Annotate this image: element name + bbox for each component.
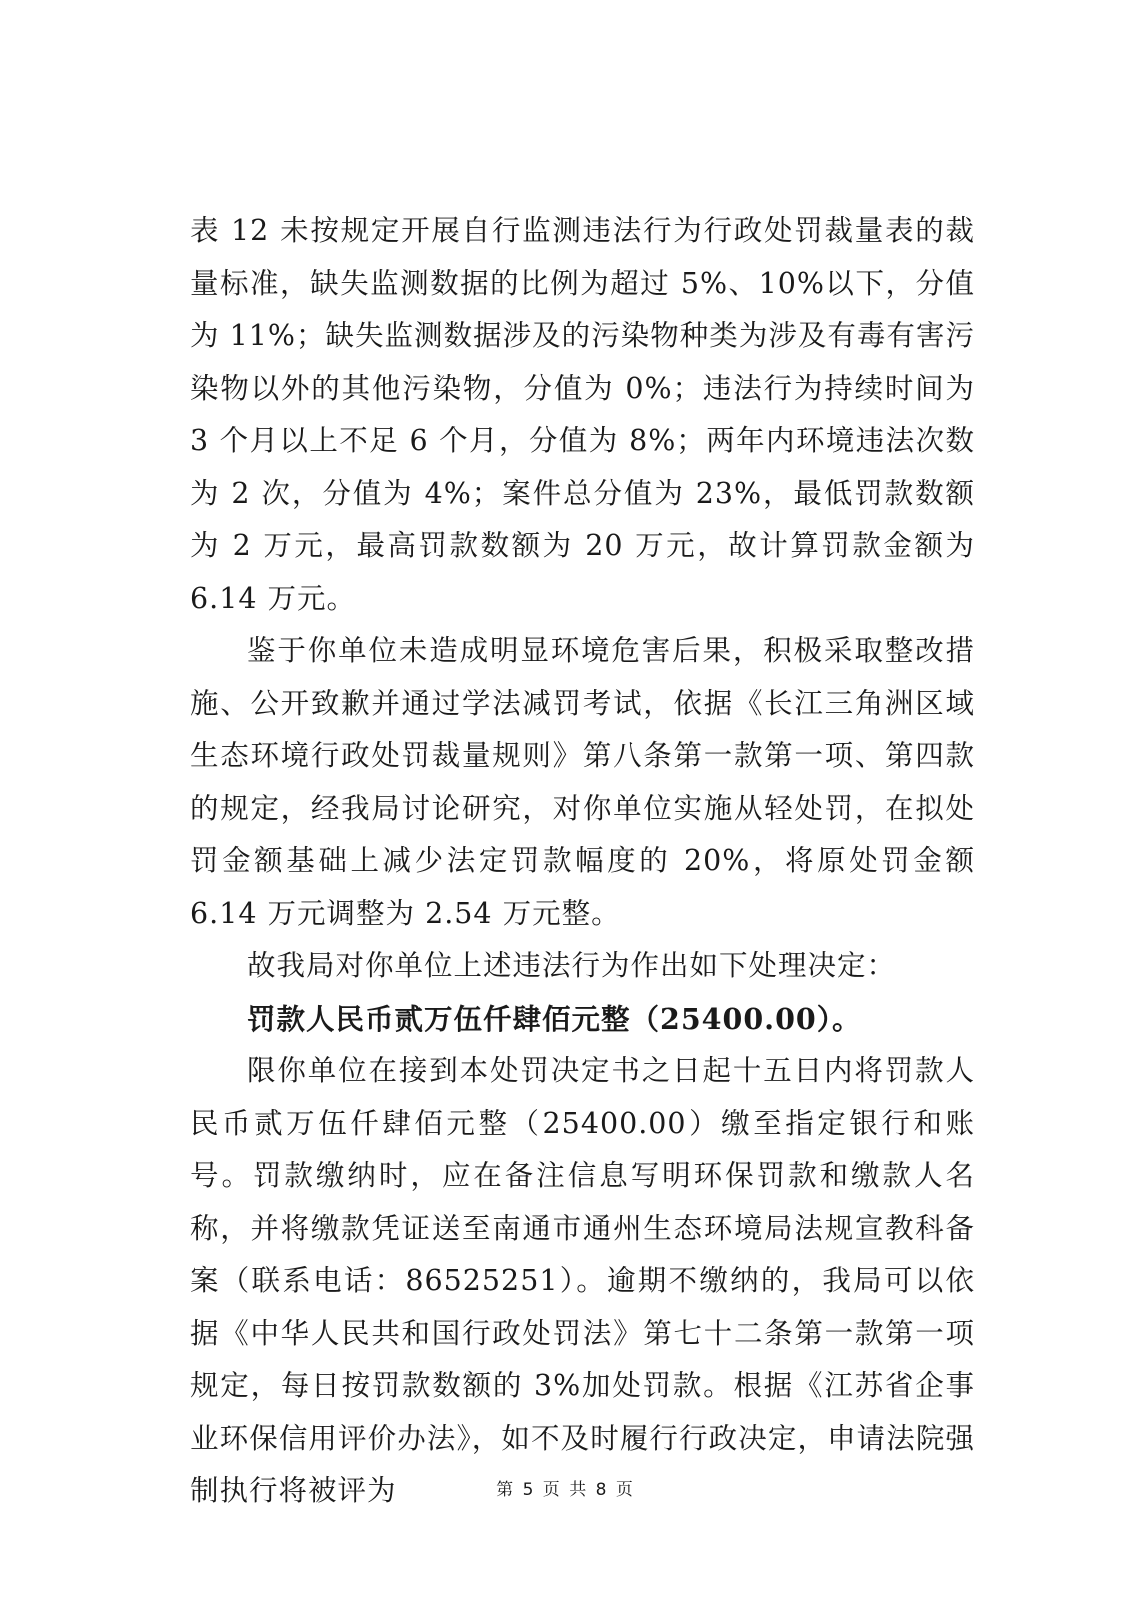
paragraph-scoring-standard: 表 12 未按规定开展自行监测违法行为行政处罚裁量表的裁量标准，缺失监测数据的比例为超过 5%、10%以下，分值为 11%；缺失监测数据涉及的污染物种类为涉及有毒有害污染物以外的其他污染物，分值为 0%；违法行为持续时间为 3 个月以上不足 6 个月，分值为 8%；两年内环境违法次数为 2 次，分值为 4%；案件总分值为 23%，最低罚款数额为 2 万元，最高罚款数额为 20 万元，故计算罚款金额为 6.14 万元。	[190, 214, 975, 615]
paragraph-lenient-penalty: 鉴于你单位未造成明显环境危害后果，积极采取整改措施、公开致歉并通过学法减罚考试，依据《长江三角洲区域生态环境行政处罚裁量规则》第八条第一款第一项、第四款的规定，经我局讨论研究，对你单位实施从轻处罚，在拟处罚金额基础上减少法定罚款幅度的 20%，将原处罚金额 6.14 万元调整为 2.54 万元整。	[190, 634, 975, 930]
document-body	[190, 205, 975, 1518]
paragraph-decision-intro: 故我局对你单位上述违法行为作出如下处理决定：	[247, 949, 897, 982]
paragraph-payment-instructions: 限你单位在接到本处罚决定书之日起十五日内将罚款人民币贰万伍仟肆佰元整（25400.00）缴至指定银行和账号。罚款缴纳时，应在备注信息写明环保罚款和缴款人名称，并将缴款凭证送至南通市通州生态环境局法规宣教科备案（联系电话：86525251）。逾期不缴纳的，我局可以依据《中华人民共和国行政处罚法》第七十二条第一款第一项规定，每日按罚款数额的 3%加处罚款。根据《江苏省企事业环保信用评价办法》，如不及时履行行政决定，申请法院强制执行将被评为	[190, 1054, 975, 1507]
paragraph-fine-amount: 罚款人民币贰万伍仟肆佰元整（25400.00）。	[247, 1001, 862, 1036]
page-number-footer: 第 5 页 共 8 页	[496, 1480, 635, 1500]
